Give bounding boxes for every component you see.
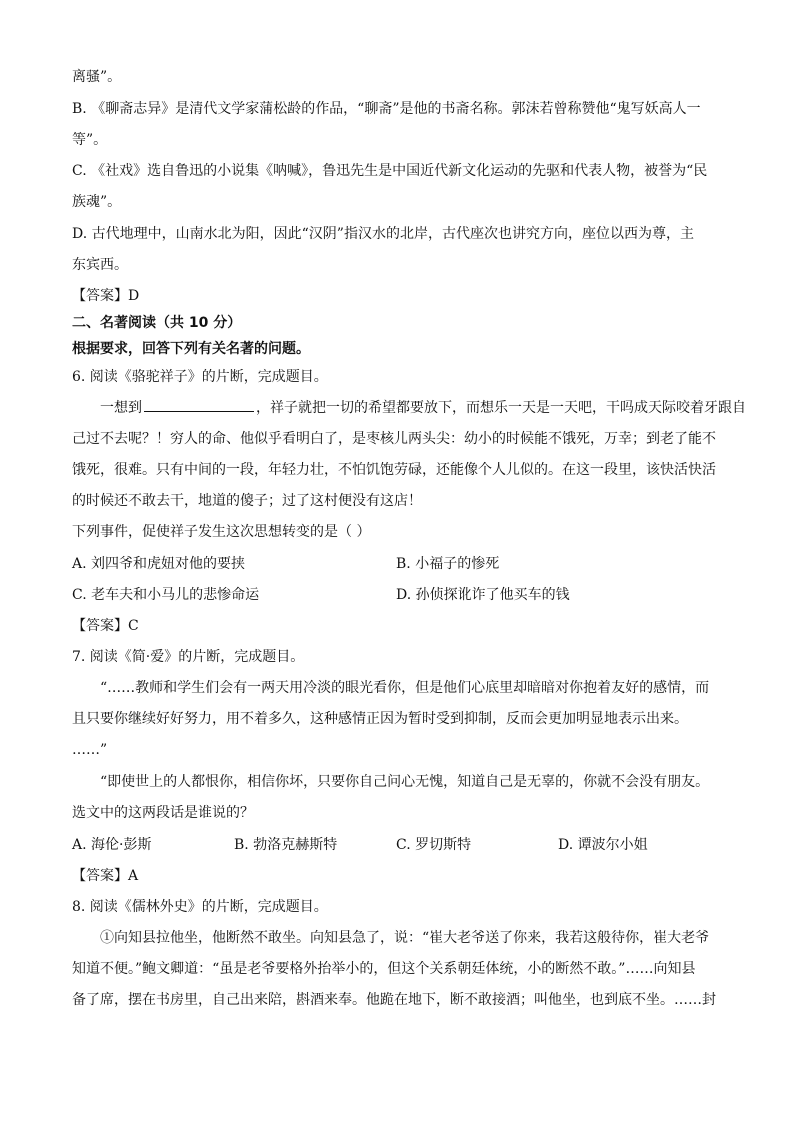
section-title: 二、名著阅读（共 10 分） — [72, 315, 242, 331]
q6-option-b: B. 小福子的惨死 — [396, 556, 500, 572]
q7-stem: 7. 阅读《简·爱》的片断，完成题目。 — [72, 649, 305, 665]
q7-option-c: C. 罗切斯特 — [396, 837, 472, 853]
q8-stem: 8. 阅读《儒林外史》的片断，完成题目。 — [72, 899, 328, 915]
q5-option-c-line2: 族魂”。 — [72, 194, 122, 210]
q6-passage-line3: 饿死，很难。只有中间的一段，年轻力壮，不怕饥饱劳碌，还能像个人儿似的。在这一段里，该快活快活 — [72, 462, 716, 478]
q6-question: 下列事件，促使祥子发生这次思想转变的是（ ） — [72, 524, 371, 540]
q8-passage-line2: 知道不便。”鲍文卿道：“虽是老爷要格外抬举小的，但这个关系朝廷体统，小的断然不敢。”……向知县 — [72, 961, 696, 977]
q7-option-a: A. 海伦·彭斯 — [72, 837, 152, 853]
q7-passage-line3: ……” — [72, 742, 108, 758]
q6-option-a: A. 刘四爷和虎妞对他的要挟 — [72, 556, 246, 572]
q6-passage-line2: 己过不去呢？！穷人的命、他似乎看明白了，是枣核儿两头尖：幼小的时候能不饿死，万幸；到老了能不 — [72, 431, 716, 447]
q5-answer: 【答案】D — [72, 288, 140, 304]
q8-passage-line3: 备了席，摆在书房里，自己出来陪，斟酒来奉。他跪在地下，断不敢接酒；叫他坐，也到底不坐。……封 — [72, 992, 716, 1008]
q8-passage-line1: ①向知县拉他坐，他断然不敢坐。向知县急了，说：“崔大老爷送了你来，我若这般待你，崔大老爷 — [100, 930, 710, 946]
fill-in-blank — [144, 399, 254, 412]
q7-question: 选文中的这两段话是谁说的？ — [72, 805, 254, 821]
q5-option-a-tail: 离骚”。 — [72, 69, 122, 85]
q6-passage-post: ，祥子就把一切的希望都要放下，而想乐一天是一天吧，干吗成天际咬着牙跟自 — [256, 400, 746, 416]
q6-passage-pre: 一想到 — [100, 400, 142, 416]
q5-option-c-line1: C. 《社戏》选自鲁迅的小说集《呐喊》，鲁迅先生是中国近代新文化运动的先驱和代表人物，被誉为“民 — [72, 163, 708, 179]
q7-passage-line1: “……教师和学生们会有一两天用冷淡的眼光看你，但是他们心底里却暗暗对你抱着友好的感情，而 — [100, 680, 710, 696]
q6-passage-line1 — [100, 399, 746, 417]
q5-option-d-line1: D. 古代地理中，山南水北为阳，因此“汉阴”指汉水的北岸，古代座次也讲究方向，座位以西为尊，主 — [72, 226, 694, 242]
q7-passage-line2: 且只要你继续好好努力，用不着多久，这种感情正因为暂时受到抑制，反而会更加明显地表示出来。 — [72, 711, 688, 727]
q6-answer: 【答案】C — [72, 618, 139, 634]
q5-option-b-line1: B. 《聊斋志异》是清代文学家蒲松龄的作品，“聊斋”是他的书斋名称。郭沫若曾称赞他“鬼写妖高人一 — [72, 101, 701, 117]
q5-option-b-line2: 等”。 — [72, 132, 108, 148]
q6-stem: 6. 阅读《骆驼祥子》的片断，完成题目。 — [72, 369, 328, 385]
q6-option-c: C. 老车夫和小马儿的悲惨命运 — [72, 587, 260, 603]
q6-option-d: D. 孙侦探讹诈了他买车的钱 — [396, 587, 570, 603]
q7-answer: 【答案】A — [72, 868, 139, 884]
q7-option-d: D. 谭波尔小姐 — [558, 837, 648, 853]
q5-option-d-line2: 东宾西。 — [72, 257, 128, 273]
q7-passage-line4: “即使世上的人都恨你，相信你坏，只要你自己问心无愧，知道自己是无辜的，你就不会没有朋友。 — [100, 774, 710, 790]
section-instruction: 根据要求，回答下列有关名著的问题。 — [72, 341, 310, 357]
q6-passage-line4: 的时候还不敢去干，地道的傻子；过了这村便没有这店！ — [72, 493, 422, 509]
q7-option-b: B. 勃洛克赫斯特 — [234, 837, 338, 853]
